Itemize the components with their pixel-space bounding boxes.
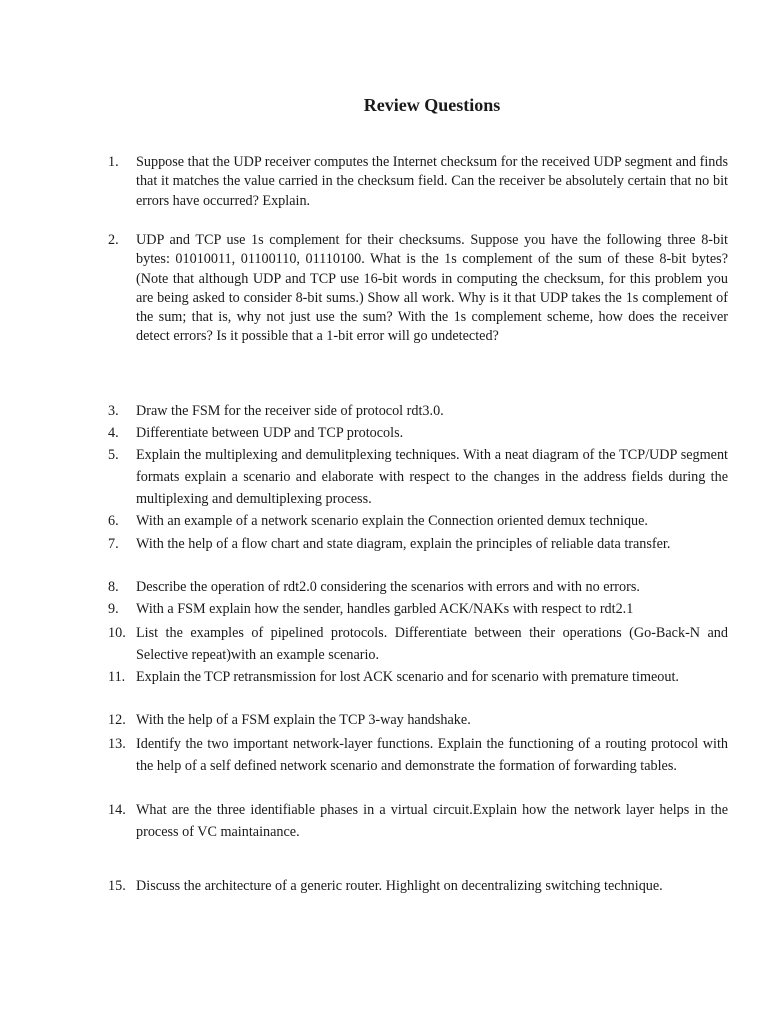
question-text: With the help of a FSM explain the TCP 3-way handshake. xyxy=(136,712,471,728)
question-8 xyxy=(108,578,728,597)
question-2 xyxy=(108,231,728,347)
question-10 xyxy=(108,622,728,666)
question-7 xyxy=(108,533,728,555)
question-text: UDP and TCP use 1s complement for their checksums. Suppose you have the following three 8-bit bytes: 01010011, 01100110, 01110100. What is the 1s complement of the sum of these 8-bit bytes? (Note that although UDP and TCP use 16-bit words in computing the checksum, for this problem you are being asked to consider 8-bit sums.) Show all work. Why is it that UDP takes the 1s complement of the sum; that is, why not just use the sum? With the 1s complement scheme, how does the receiver detect errors? Is it possible that a 1-bit error will go undetected? xyxy=(136,232,728,345)
question-number: 5. xyxy=(108,447,119,463)
question-number: 11. xyxy=(108,669,126,685)
question-text: Explain the multiplexing and demulitplexing techniques. With a neat diagram of the TCP/UDP segment formats explain a scenario and elaborate with respect to the changes in the address fields during the multiplexing and demultiplexing process. xyxy=(136,447,728,507)
question-13 xyxy=(108,733,728,777)
question-number: 13. xyxy=(108,736,126,752)
question-number: 12. xyxy=(108,712,126,728)
question-text: Discuss the architecture of a generic router. Highlight on decentralizing switching technique. xyxy=(136,878,663,894)
question-3 xyxy=(108,402,728,421)
question-text: With a FSM explain how the sender, handles garbled ACK/NAKs with respect to rdt2.1 xyxy=(136,601,634,617)
question-number: 6. xyxy=(108,513,119,529)
question-text: Describe the operation of rdt2.0 considering the scenarios with errors and with no errors. xyxy=(136,579,640,595)
question-text: With an example of a network scenario explain the Connection oriented demux technique. xyxy=(136,513,648,529)
question-number: 1. xyxy=(108,154,119,170)
question-14 xyxy=(108,799,728,843)
question-text: List the examples of pipelined protocols. Differentiate between their operations (Go-Back-N and Selective repeat)with an example scenario. xyxy=(136,625,728,663)
question-11 xyxy=(108,666,728,688)
question-number: 14. xyxy=(108,802,126,818)
question-12 xyxy=(108,711,728,730)
question-text: With the help of a flow chart and state diagram, explain the principles of reliable data transfer. xyxy=(136,536,671,552)
question-number: 10. xyxy=(108,625,126,641)
question-text: What are the three identifiable phases in a virtual circuit.Explain how the network layer helps in the process of VC maintainance. xyxy=(136,802,728,840)
question-number: 8. xyxy=(108,579,119,595)
question-number: 7. xyxy=(108,536,119,552)
question-number: 15. xyxy=(108,878,126,894)
page-title: Review Questions xyxy=(363,95,501,115)
question-15 xyxy=(108,877,728,896)
question-number: 3. xyxy=(108,403,119,419)
question-1 xyxy=(108,153,728,211)
question-text: Suppose that the UDP receiver computes the Internet checksum for the received UDP segment and finds that it matches the value carried in the checksum field. Can the receiver be absolutely certain that no bit errors have occurred? Explain. xyxy=(136,154,728,209)
question-number: 2. xyxy=(108,232,119,248)
question-5 xyxy=(108,444,728,510)
question-text: Identify the two important network-layer functions. Explain the functioning of a routing protocol with the help of a self defined network scenario and demonstrate the formation of forwarding tables. xyxy=(136,736,728,774)
question-text: Differentiate between UDP and TCP protocols. xyxy=(136,425,404,441)
question-text: Explain the TCP retransmission for lost ACK scenario and for scenario with premature timeout. xyxy=(136,669,679,685)
question-number: 9. xyxy=(108,601,119,617)
question-number: 4. xyxy=(108,425,119,441)
question-6 xyxy=(108,512,728,531)
question-9 xyxy=(108,600,728,619)
question-4 xyxy=(108,424,728,443)
question-text: Draw the FSM for the receiver side of protocol rdt3.0. xyxy=(136,403,444,419)
